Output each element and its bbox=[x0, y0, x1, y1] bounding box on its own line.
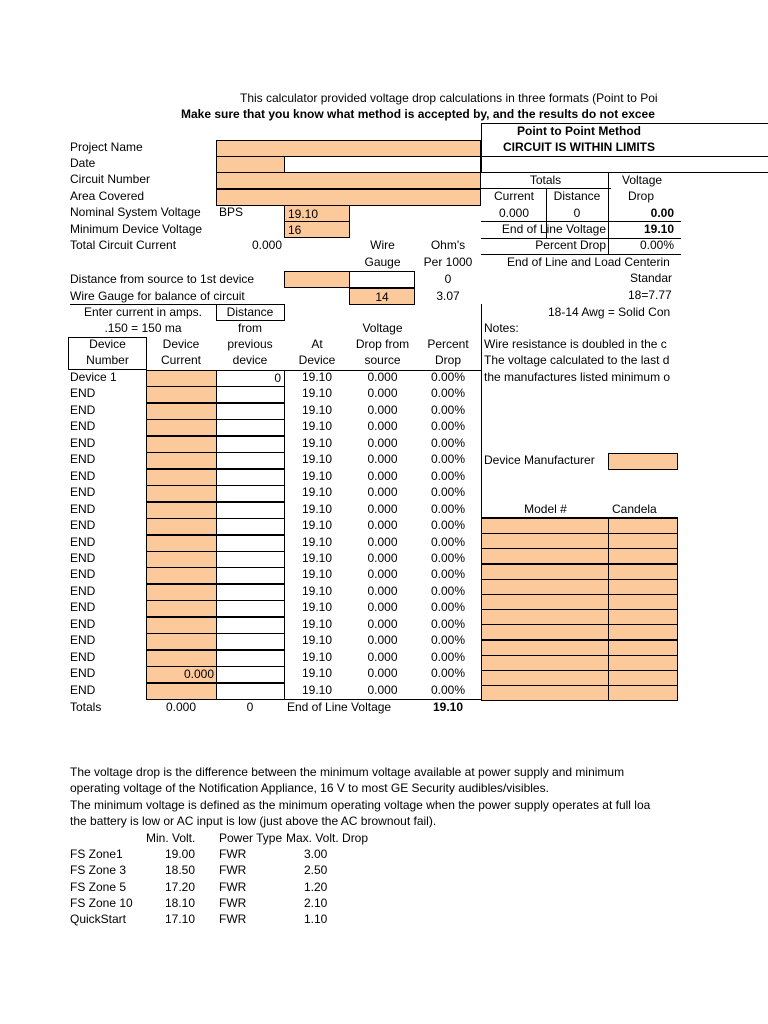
supply-name: FS Zone 5 bbox=[70, 879, 127, 894]
device-current-header-2: Current bbox=[160, 353, 201, 367]
at-device-value: 19.10 bbox=[301, 370, 333, 384]
vdrop-value: 0.000 bbox=[367, 501, 398, 516]
candela-input[interactable] bbox=[608, 670, 678, 686]
distance-first-ohms: 0 bbox=[444, 272, 452, 286]
summary-current-value: 0.000 bbox=[498, 206, 530, 220]
footer-header-type: Power Type bbox=[219, 831, 283, 845]
model-header: Model # bbox=[524, 502, 567, 516]
device-name: END bbox=[70, 666, 96, 681]
percent-value: 0.00% bbox=[430, 633, 466, 648]
label-area-covered: Area Covered bbox=[70, 189, 145, 203]
device-name: END bbox=[70, 386, 96, 401]
device-number-header-2: Number bbox=[86, 353, 129, 367]
supply-name: FS Zone1 bbox=[70, 847, 123, 861]
device-current-input[interactable] bbox=[146, 370, 217, 387]
distance-header-1: Distance bbox=[226, 305, 274, 319]
model-input[interactable] bbox=[481, 579, 609, 595]
percent-value: 0.00% bbox=[430, 485, 466, 500]
label-circuit-number: Circuit Number bbox=[70, 172, 151, 186]
device-name: END bbox=[70, 534, 96, 549]
device-current-input[interactable] bbox=[146, 617, 217, 634]
candela-input[interactable] bbox=[608, 624, 678, 640]
device-current-input[interactable] bbox=[146, 419, 217, 436]
device-name: END bbox=[70, 583, 96, 598]
at-device-value: 19.10 bbox=[301, 501, 333, 516]
at-device-value: 19.10 bbox=[301, 402, 333, 417]
ohms-header-2: Per 1000 bbox=[423, 255, 473, 269]
device-distance-input[interactable] bbox=[216, 567, 285, 584]
percent-header-2: Drop bbox=[434, 353, 461, 367]
device-name: END bbox=[70, 600, 96, 615]
device-name: END bbox=[70, 452, 96, 467]
summary-voltage-label: Voltage bbox=[622, 173, 663, 187]
candela-input[interactable] bbox=[608, 564, 678, 580]
wire-gauge-ohms: 3.07 bbox=[436, 289, 460, 303]
notes-title: Notes: bbox=[484, 321, 519, 335]
footer-line-4: the battery is low or AC input is low (just above the AC brownout fail). bbox=[70, 814, 437, 828]
vdrop-header-3: source bbox=[364, 353, 401, 367]
device-number-header-1: Device bbox=[89, 337, 126, 351]
device-name: END bbox=[70, 633, 96, 648]
ohms-header-1: Ohm's bbox=[430, 238, 466, 252]
supply-min-volt: 17.20 bbox=[165, 879, 196, 894]
bps-label: BPS bbox=[219, 205, 244, 219]
model-input[interactable] bbox=[481, 685, 609, 701]
load-centering-text: End of Line and Load Centerin bbox=[507, 255, 670, 269]
vdrop-value: 0.000 bbox=[367, 649, 398, 664]
vdrop-value: 0.000 bbox=[367, 452, 398, 467]
device-name: END bbox=[70, 485, 96, 500]
candela-input[interactable] bbox=[608, 548, 678, 564]
summary-current-label: Current bbox=[493, 189, 534, 203]
totals-eol-value: 19.10 bbox=[432, 700, 464, 714]
device-distance-input[interactable] bbox=[216, 535, 285, 552]
at-device-value: 19.10 bbox=[301, 666, 333, 681]
device-name: END bbox=[70, 419, 96, 434]
device-distance-input[interactable] bbox=[216, 436, 285, 453]
standard-text: Standar bbox=[630, 271, 673, 285]
summary-eol-label: End of Line Voltage bbox=[501, 222, 606, 236]
model-input[interactable] bbox=[481, 670, 609, 686]
method-title: Point to Point Method bbox=[517, 124, 641, 138]
summary-pct-label: Percent Drop bbox=[535, 238, 606, 252]
supply-max-drop: 1.20 bbox=[304, 879, 328, 894]
model-input[interactable] bbox=[481, 564, 609, 580]
model-input[interactable] bbox=[481, 594, 609, 610]
supply-max-drop: 3.00 bbox=[304, 847, 328, 861]
device-distance-input[interactable] bbox=[216, 469, 285, 486]
at-device-header-2: Device bbox=[298, 353, 336, 367]
at-device-value: 19.10 bbox=[301, 534, 333, 549]
supply-max-drop: 1.10 bbox=[304, 912, 328, 927]
candela-input[interactable] bbox=[608, 655, 678, 671]
device-name: END bbox=[70, 682, 96, 697]
percent-value: 0.00% bbox=[430, 370, 466, 384]
supply-min-volt: 19.00 bbox=[165, 847, 196, 861]
percent-value: 0.00% bbox=[430, 386, 466, 401]
vdrop-value: 0.000 bbox=[367, 567, 398, 582]
model-input[interactable] bbox=[481, 655, 609, 671]
percent-value: 0.00% bbox=[430, 419, 466, 434]
vdrop-value: 0.000 bbox=[367, 370, 398, 384]
device-current-input[interactable] bbox=[146, 650, 217, 667]
distance-first-gauge-cell bbox=[349, 271, 415, 288]
percent-value: 0.00% bbox=[430, 468, 466, 483]
distance-header-3: previous bbox=[227, 337, 273, 351]
totals-current: 0.000 bbox=[165, 700, 197, 714]
device-distance-input[interactable] bbox=[216, 518, 285, 535]
device-distance-input[interactable] bbox=[216, 502, 285, 519]
distance-header-4: device bbox=[232, 353, 268, 367]
device-distance-input[interactable] bbox=[216, 633, 285, 650]
device-distance-input[interactable] bbox=[216, 683, 285, 700]
vdrop-value: 0.000 bbox=[367, 550, 398, 565]
date-input[interactable] bbox=[216, 156, 285, 173]
device-current-input[interactable]: 0.000 bbox=[146, 666, 217, 683]
label-project-name: Project Name bbox=[70, 140, 143, 154]
device-current-input[interactable] bbox=[146, 584, 217, 601]
supply-min-volt: 18.50 bbox=[165, 863, 196, 878]
label-date: Date bbox=[70, 156, 96, 170]
vdrop-value: 0.000 bbox=[367, 485, 398, 500]
candela-input[interactable] bbox=[608, 533, 678, 549]
load-centering-panel bbox=[482, 254, 676, 324]
percent-value: 0.00% bbox=[430, 583, 466, 598]
device-name: END bbox=[70, 616, 96, 631]
device-current-header-1: Device bbox=[162, 337, 200, 351]
device-current-input[interactable] bbox=[146, 633, 217, 650]
vdrop-value: 0.000 bbox=[367, 633, 398, 648]
device-distance-input[interactable] bbox=[216, 551, 285, 568]
totals-distance: 0 bbox=[246, 700, 254, 714]
device-current-input[interactable] bbox=[146, 600, 217, 617]
candela-input[interactable] bbox=[608, 685, 678, 701]
percent-value: 0.00% bbox=[430, 452, 466, 467]
at-device-header-1: At bbox=[311, 337, 323, 351]
percent-value: 0.00% bbox=[430, 600, 466, 615]
project-name-input[interactable] bbox=[216, 140, 481, 157]
circuit-number-input[interactable] bbox=[216, 172, 481, 189]
vdrop-value: 0.000 bbox=[367, 386, 398, 401]
vdrop-header-1: Voltage bbox=[362, 321, 403, 335]
at-device-value: 19.10 bbox=[301, 583, 333, 598]
percent-value: 0.00% bbox=[430, 649, 466, 664]
device-distance-input[interactable]: 0 bbox=[216, 370, 285, 387]
nominal-voltage-input[interactable]: 19.10 bbox=[284, 205, 350, 222]
device-current-input[interactable] bbox=[146, 683, 217, 700]
device-name: END bbox=[70, 649, 96, 664]
percent-value: 0.00% bbox=[430, 666, 466, 681]
notes-line-1: Wire resistance is doubled in the c bbox=[484, 337, 667, 351]
intro-text: This calculator provided voltage drop calculations in three formats (Point to Poi bbox=[240, 91, 658, 105]
device-distance-input[interactable] bbox=[216, 600, 285, 617]
awg18-text: 18=7.77 bbox=[628, 288, 672, 302]
device-current-input[interactable] bbox=[146, 485, 217, 502]
manufacturer-input[interactable] bbox=[608, 453, 678, 470]
circuit-status: CIRCUIT IS WITHIN LIMITS bbox=[503, 140, 655, 154]
supply-power-type: FWR bbox=[219, 912, 247, 927]
at-device-value: 19.10 bbox=[301, 518, 333, 533]
summary-pct-value: 0.00% bbox=[639, 238, 674, 252]
supply-power-type: FWR bbox=[219, 895, 247, 910]
device-current-input[interactable] bbox=[146, 535, 217, 552]
device-current-input[interactable] bbox=[146, 518, 217, 535]
footer-text bbox=[70, 764, 676, 834]
summary-totals-label: Totals bbox=[529, 173, 562, 187]
label-gauge-balance: Wire Gauge for balance of circuit bbox=[70, 289, 245, 303]
supply-min-volt: 18.10 bbox=[165, 895, 196, 910]
label-total-current: Total Circuit Current bbox=[70, 238, 177, 252]
footer-header-min: Min. Volt. bbox=[146, 831, 196, 845]
at-device-value: 19.10 bbox=[301, 468, 333, 483]
summary-distance-value: 0 bbox=[573, 206, 581, 220]
warning-text: Make sure that you know what method is accepted by, and the results do not excee bbox=[181, 107, 655, 121]
model-input[interactable] bbox=[481, 609, 609, 625]
model-input[interactable] bbox=[481, 548, 609, 564]
summary-eol-value: 19.10 bbox=[643, 222, 674, 236]
at-device-value: 19.10 bbox=[301, 435, 333, 450]
distance-header-2: from bbox=[238, 321, 262, 335]
supply-max-drop: 2.10 bbox=[304, 895, 328, 910]
distance-first-input[interactable] bbox=[284, 271, 350, 288]
summary-distance-label: Distance bbox=[553, 189, 601, 203]
device-name: END bbox=[70, 468, 96, 483]
vdrop-value: 0.000 bbox=[367, 435, 398, 450]
device-name: END bbox=[70, 501, 96, 516]
model-input[interactable] bbox=[481, 640, 609, 656]
supply-power-type: FWR bbox=[219, 863, 247, 878]
wire-gauge-header-1: Wire bbox=[370, 238, 395, 252]
vdrop-value: 0.000 bbox=[367, 402, 398, 417]
percent-value: 0.00% bbox=[430, 616, 466, 631]
awg-range-text: 18-14 Awg = Solid Con bbox=[548, 305, 671, 319]
footer-header-max: Max. Volt. Drop bbox=[286, 831, 369, 845]
status-blank-row bbox=[481, 156, 768, 173]
at-device-value: 19.10 bbox=[301, 649, 333, 664]
percent-value: 0.00% bbox=[430, 518, 466, 533]
device-current-input[interactable] bbox=[146, 502, 217, 519]
candela-input[interactable] bbox=[608, 609, 678, 625]
percent-value: 0.00% bbox=[430, 567, 466, 582]
device-distance-input[interactable] bbox=[216, 617, 285, 634]
device-current-input[interactable] bbox=[146, 551, 217, 568]
device-current-input[interactable] bbox=[146, 403, 217, 420]
wire-gauge-input[interactable]: 14 bbox=[349, 288, 415, 305]
supply-name: QuickStart bbox=[70, 912, 127, 927]
summary-drop-label: Drop bbox=[628, 189, 655, 203]
device-distance-input[interactable] bbox=[216, 403, 285, 420]
vdrop-value: 0.000 bbox=[367, 419, 398, 434]
supply-power-type: FWR bbox=[219, 847, 247, 861]
summary-drop-value: 0.00 bbox=[650, 206, 674, 220]
date-blank-cell bbox=[284, 156, 481, 173]
enter-current-note-2: .150 = 150 ma bbox=[104, 321, 182, 335]
device-name: END bbox=[70, 402, 96, 417]
device-current-input[interactable] bbox=[146, 386, 217, 403]
vdrop-value: 0.000 bbox=[367, 666, 398, 681]
label-min-device-voltage: Minimum Device Voltage bbox=[70, 222, 203, 236]
percent-value: 0.00% bbox=[430, 534, 466, 549]
min-device-voltage-input[interactable]: 16 bbox=[284, 221, 350, 238]
device-current-input[interactable] bbox=[146, 436, 217, 453]
vdrop-value: 0.000 bbox=[367, 468, 398, 483]
notes-line-3: the manufactures listed minimum o bbox=[484, 370, 671, 384]
percent-value: 0.00% bbox=[430, 550, 466, 565]
device-name: Device 1 bbox=[70, 370, 117, 384]
at-device-value: 19.10 bbox=[301, 682, 333, 697]
model-input[interactable] bbox=[481, 624, 609, 640]
model-input[interactable] bbox=[481, 518, 609, 534]
device-distance-input[interactable] bbox=[216, 485, 285, 502]
device-current-input[interactable] bbox=[146, 469, 217, 486]
device-name: END bbox=[70, 435, 96, 450]
supply-name: FS Zone 10 bbox=[70, 895, 133, 910]
notes-panel bbox=[484, 320, 676, 390]
at-device-value: 19.10 bbox=[301, 419, 333, 434]
at-device-value: 19.10 bbox=[301, 567, 333, 582]
area-covered-input[interactable] bbox=[216, 189, 481, 206]
device-name: END bbox=[70, 518, 96, 533]
vdrop-value: 0.000 bbox=[367, 616, 398, 631]
label-nominal-voltage: Nominal System Voltage bbox=[70, 205, 201, 219]
device-distance-input[interactable] bbox=[216, 386, 285, 403]
footer-line-2: operating voltage of the Notification Appliance, 16 V to most GE Security audibles/visibles. bbox=[70, 781, 549, 795]
label-distance-first: Distance from source to 1st device bbox=[70, 272, 255, 286]
device-current-input[interactable] bbox=[146, 452, 217, 469]
device-name: END bbox=[70, 550, 96, 565]
footer-line-1: The voltage drop is the difference between the minimum voltage available at power supply and minimum bbox=[70, 765, 625, 779]
candela-input[interactable] bbox=[608, 640, 678, 656]
device-distance-input[interactable] bbox=[216, 452, 285, 469]
enter-current-note-1: Enter current in amps. bbox=[83, 305, 203, 319]
at-device-value: 19.10 bbox=[301, 633, 333, 648]
device-distance-input[interactable] bbox=[216, 666, 285, 683]
candela-header: Candela bbox=[612, 502, 657, 516]
percent-value: 0.00% bbox=[430, 682, 466, 697]
percent-header-1: Percent bbox=[427, 337, 469, 351]
footer-line-3: The minimum voltage is defined as the minimum operating voltage when the power supply operates at full loa bbox=[70, 798, 651, 812]
percent-value: 0.00% bbox=[430, 435, 466, 450]
vdrop-header-2: Drop from bbox=[355, 337, 410, 351]
total-circuit-current: 0.000 bbox=[251, 238, 282, 252]
vdrop-value: 0.000 bbox=[367, 518, 398, 533]
supply-power-type: FWR bbox=[219, 879, 247, 894]
device-distance-input[interactable] bbox=[216, 584, 285, 601]
percent-value: 0.00% bbox=[430, 402, 466, 417]
candela-input[interactable] bbox=[608, 594, 678, 610]
at-device-value: 19.10 bbox=[301, 616, 333, 631]
at-device-value: 19.10 bbox=[301, 452, 333, 467]
candela-input[interactable] bbox=[608, 579, 678, 595]
vdrop-value: 0.000 bbox=[367, 583, 398, 598]
at-device-value: 19.10 bbox=[301, 386, 333, 401]
supply-name: FS Zone 3 bbox=[70, 863, 127, 878]
supply-min-volt: 17.10 bbox=[165, 912, 196, 927]
at-device-value: 19.10 bbox=[301, 485, 333, 500]
device-distance-input[interactable] bbox=[216, 650, 285, 667]
at-device-value: 19.10 bbox=[301, 550, 333, 565]
vdrop-value: 0.000 bbox=[367, 682, 398, 697]
notes-line-2: The voltage calculated to the last d bbox=[484, 353, 670, 367]
vdrop-value: 0.000 bbox=[367, 600, 398, 615]
device-distance-input[interactable] bbox=[216, 419, 285, 436]
percent-value: 0.00% bbox=[430, 501, 466, 516]
totals-label: Totals bbox=[70, 700, 102, 714]
vdrop-value: 0.000 bbox=[367, 534, 398, 549]
device-name: END bbox=[70, 567, 96, 582]
totals-eol-label: End of Line Voltage bbox=[287, 700, 392, 714]
candela-input[interactable] bbox=[608, 518, 678, 534]
wire-gauge-header-2: Gauge bbox=[364, 255, 401, 269]
supply-max-drop: 2.50 bbox=[304, 863, 328, 878]
at-device-value: 19.10 bbox=[301, 600, 333, 615]
manufacturer-label: Device Manufacturer bbox=[484, 453, 595, 467]
model-input[interactable] bbox=[481, 533, 609, 549]
device-current-input[interactable] bbox=[146, 567, 217, 584]
